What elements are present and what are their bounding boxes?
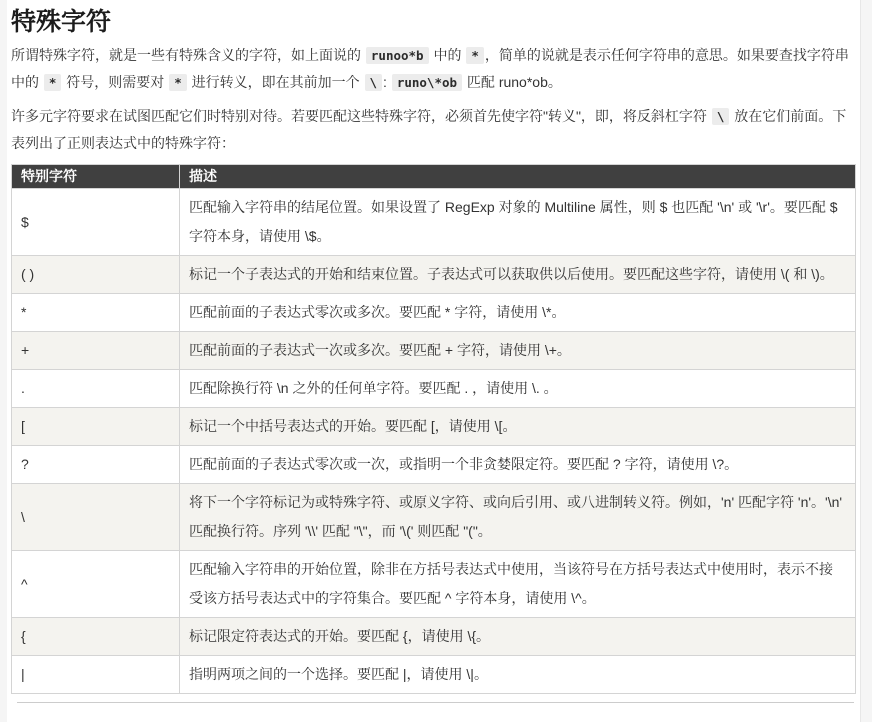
- special-char-cell: \: [12, 484, 180, 551]
- table-row: [12, 294, 856, 332]
- description-cell: 匹配前面的子表达式一次或多次。要匹配 + 字符，请使用 \+。: [180, 332, 856, 370]
- description-cell: 标记一个中括号表达式的开始。要匹配 [，请使用 \[。: [180, 408, 856, 446]
- special-char-cell: ( ): [12, 256, 180, 294]
- special-char-cell: [: [12, 408, 180, 446]
- special-char-cell: ?: [12, 446, 180, 484]
- description-cell: 指明两项之间的一个选择。要匹配 |，请使用 \|。: [180, 656, 856, 694]
- special-char-cell: +: [12, 332, 180, 370]
- table-row: [12, 408, 856, 446]
- divider: [17, 702, 854, 703]
- table-row: [12, 332, 856, 370]
- description-cell: 匹配前面的子表达式零次或一次，或指明一个非贪婪限定符。要匹配 ? 字符，请使用 \?。: [180, 446, 856, 484]
- inline-code: *: [169, 74, 187, 91]
- table-header-row: [12, 165, 856, 189]
- special-char-cell: ^: [12, 551, 180, 618]
- description-cell: 将下一个字符标记为或特殊字符、或原义字符、或向后引用、或八进制转义符。例如，'n' 匹配字符 'n'。'\n' 匹配换行符。序列 '\\' 匹配 "\"，而 '\(' 则匹配 "("。: [180, 484, 856, 551]
- table-row: [12, 551, 856, 618]
- column-header-description: 描述: [180, 165, 856, 189]
- inline-code: runoo*b: [366, 47, 429, 64]
- page-title: 特殊字符: [11, 8, 112, 36]
- intro-paragraph-1: 所谓特殊字符，就是一些有特殊含义的字符，如上面说的 runoo*b 中的 * ，简单的说就是表示任何字符串的意思。如果要查找字符串中的 * 符号，则需要对 * 进行转义，即在其前加一个 \ : runo\*ob 匹配 runo*ob。: [11, 47, 849, 90]
- special-char-cell: .: [12, 370, 180, 408]
- special-char-cell: *: [12, 294, 180, 332]
- special-chars-table-body: [12, 189, 856, 694]
- description-cell: 标记限定符表达式的开始。要匹配 {，请使用 \{。: [180, 618, 856, 656]
- table-row: [12, 256, 856, 294]
- table-row: [12, 618, 856, 656]
- table-row: [12, 484, 856, 551]
- column-header-special-char: 特别字符: [12, 165, 180, 189]
- special-chars-table: [11, 164, 856, 694]
- inline-code: *: [466, 47, 484, 64]
- description-cell: 匹配输入字符串的结尾位置。如果设置了 RegExp 对象的 Multiline 属性，则 $ 也匹配 '\n' 或 '\r'。要匹配 $ 字符本身，请使用 \$。: [180, 189, 856, 256]
- special-char-cell: $: [12, 189, 180, 256]
- table-row: [12, 656, 856, 694]
- description-cell: 匹配除换行符 \n 之外的任何单字符。要匹配 . ，请使用 \. 。: [180, 370, 856, 408]
- table-row: [12, 370, 856, 408]
- article-content: [7, 0, 861, 722]
- special-char-cell: {: [12, 618, 180, 656]
- description-cell: 匹配输入字符串的开始位置，除非在方括号表达式中使用，当该符号在方括号表达式中使用时，表示不接受该方括号表达式中的字符集合。要匹配 ^ 字符本身，请使用 \^。: [180, 551, 856, 618]
- description-cell: 匹配前面的子表达式零次或多次。要匹配 * 字符，请使用 \*。: [180, 294, 856, 332]
- table-row: [12, 446, 856, 484]
- inline-code: \: [365, 74, 383, 91]
- special-char-cell: |: [12, 656, 180, 694]
- inline-code: *: [44, 74, 62, 91]
- table-row: [12, 189, 856, 256]
- description-cell: 标记一个子表达式的开始和结束位置。子表达式可以获取供以后使用。要匹配这些字符，请使用 \( 和 \)。: [180, 256, 856, 294]
- inline-code: runo\*ob: [392, 74, 462, 91]
- inline-code: \: [712, 108, 730, 125]
- intro-paragraph-2: 许多元字符要求在试图匹配它们时特别对待。若要匹配这些特殊字符，必须首先使字符"转义"，即，将反斜杠字符 \ 放在它们前面。下表列出了正则表达式中的特殊字符：: [11, 108, 847, 151]
